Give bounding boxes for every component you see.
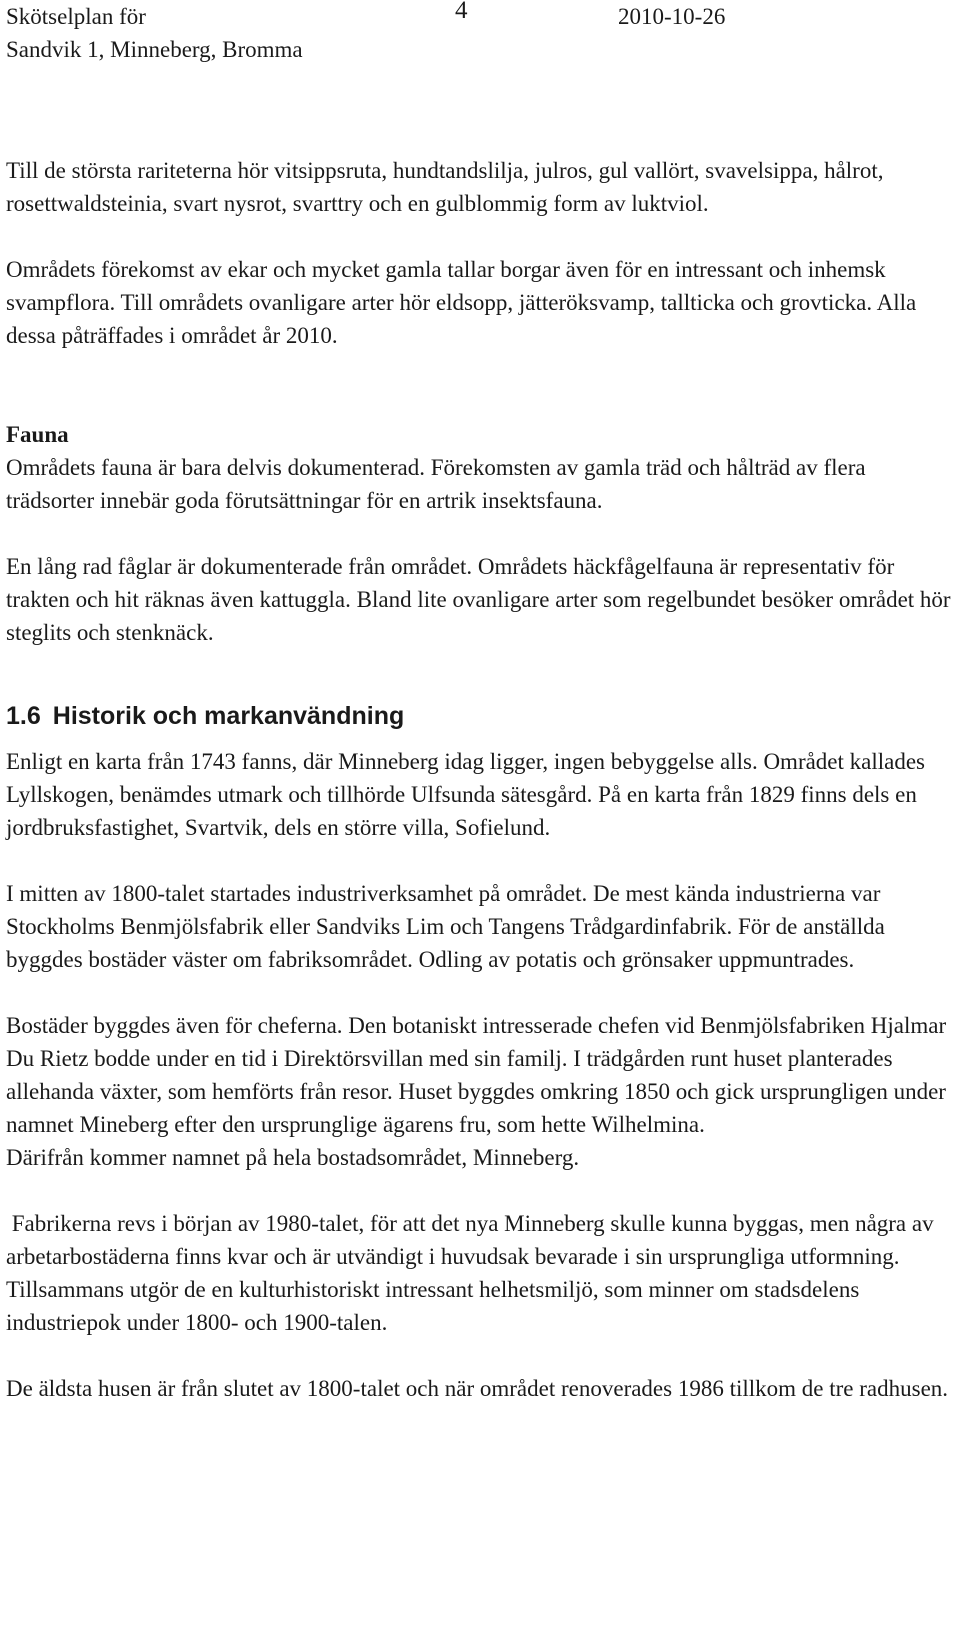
paragraph-demolition: Fabrikerna revs i början av 1980-talet, för att det nya Minneberg skulle kunna byggas, men några av arbetarbostäderna finns kvar och är utvändigt i huvudsak bevarade i sin ursprungliga utformning. Tillsammans utgör de en kulturhistoriskt intressant helhetsmiljö, som minner om stadsdelens industriepok under 1800- och 1900-talen. [6,1211,940,1335]
header-date: 2010-10-26 [618,4,726,29]
paragraph-fauna: Områdets fauna är bara delvis dokumenterad. Förekomsten av gamla träd och hålträd av flera trädsorter innebär goda förutsättningar för en artrik insektsfauna. [6,455,866,513]
paragraph-managers: Bostäder byggdes även för cheferna. Den botaniskt intresserade chefen vid Benmjölsfabriken Hjalmar Du Rietz bodde under en tid i Direktörsvillan med sin familj. I trädgården runt huset planterades allehanda växter, som hemförts från resor. Huset byggdes omkring 1850 och gick ursprungligen under namnet Mineberg efter den ursprunglige ägarens fru, som hette Wilhelmina. [6,1013,947,1137]
paragraph-birds: En lång rad fåglar är dokumenterade från området. Områdets häckfågelfauna är representativ för trakten och hit räknas även kattuggla. Bland lite ovanligare arter som regelbundet besöker området hör steglits och stenknäck. [6,554,951,645]
section-number: 1.6 [6,702,41,730]
paragraph-industry: I mitten av 1800-talet startades industriverksamhet på området. De mest kända industrierna var Stockholms Benmjölsfabrik eller Sandviks Lim och Tangens Trådgardinfabrik. För de anställda byggdes bostäder väster om fabriksområdet. Odling av potatis och grönsaker uppmuntrades. [6,881,885,972]
header-title [6,0,303,66]
paragraph-maps: Enligt en karta från 1743 fanns, där Minneberg idag ligger, ingen bebyggelse alls. Området kallades Lyllskogen, benämdes utmark och tillhörde Ulfsunda sätesgård. På en karta från 1829 finns dels en jordbruksfastighet, Svartvik, dels en större villa, Sofielund. [6,749,926,840]
page-number: 4 [455,0,468,24]
paragraph-oldest-houses: De äldsta husen är från slutet av 1800-talet och när området renoverades 1986 tillkom de tre radhusen. [6,1376,949,1401]
paragraph-fungi: Områdets förekomst av ekar och mycket gamla tallar borgar även för en intressant och inhemsk svampflora. Till områdets ovanligare arter hör eldsopp, jätteröksvamp, tallticka och grovticka. Alla dessa påträffades i området år 2010. [6,257,917,348]
paragraph-rarities: Till de största rariteterna hör vitsippsruta, hundtandslilja, julros, gul vallört, svavelsippa, hålrot, rosettwaldsteinia, svart nysrot, svarttry och en gulblommig form av luktviol. [6,158,884,216]
heading-fauna: Fauna [6,422,69,447]
document-page [6,0,951,1405]
page-header [6,0,951,66]
section-heading [6,698,951,734]
section-title: Historik och markanvändning [52,702,405,730]
paragraph-name-origin: Därifrån kommer namnet på hela bostadsområdet, Minneberg. [6,1145,580,1170]
header-title-line2: Sandvik 1, Minneberg, Bromma [6,37,303,62]
header-title-line1: Skötselplan för [6,4,146,29]
